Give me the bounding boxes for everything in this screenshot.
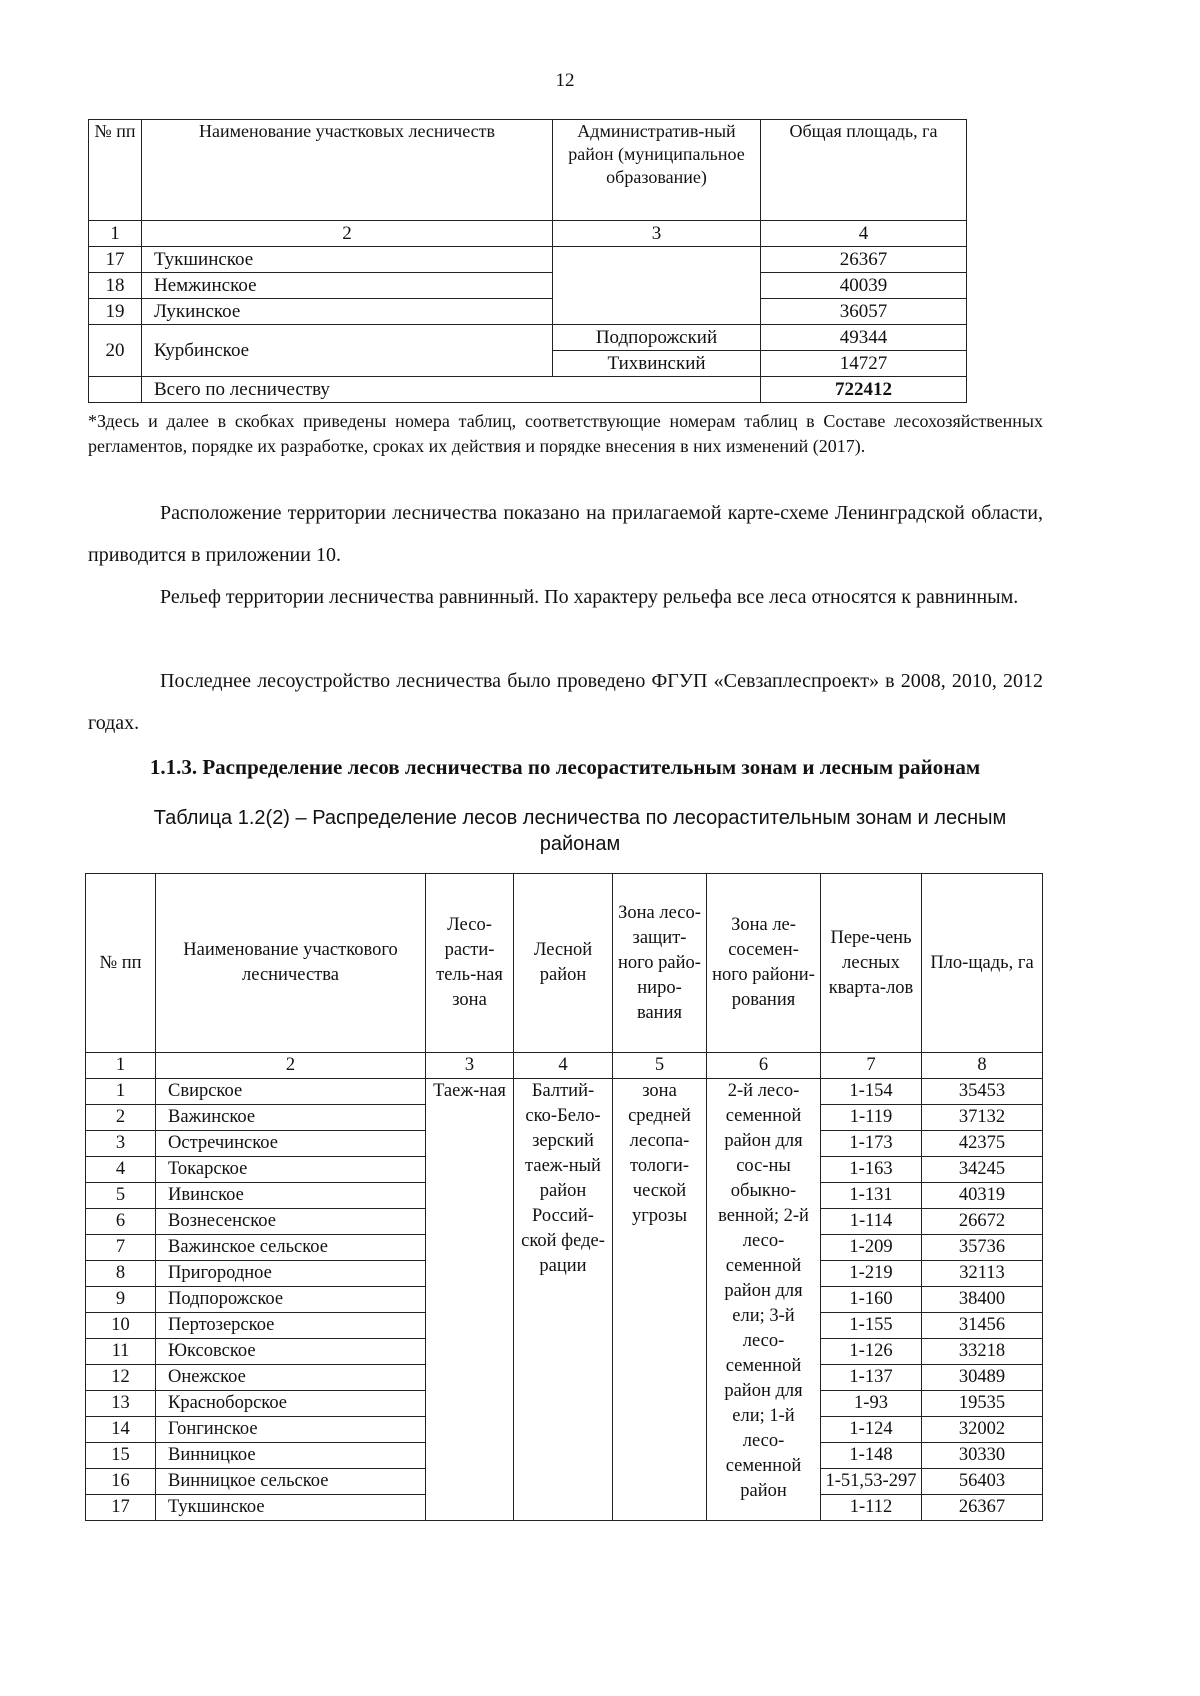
row-number: 5 [86, 1183, 156, 1209]
forest-quarters: 1-93 [821, 1391, 922, 1417]
forestry-name: Токарское [156, 1157, 426, 1183]
forest-quarters: 1-173 [821, 1131, 922, 1157]
column-number: 5 [613, 1053, 707, 1079]
row-number: 9 [86, 1287, 156, 1313]
header-cell: № пп [86, 874, 156, 1053]
area-value: 33218 [922, 1339, 1043, 1365]
administrative-district: Подпорожский [553, 325, 761, 351]
forest-quarters: 1-155 [821, 1313, 922, 1339]
header-cell: Зона лесо-защит-ного райо-ниро-вания [613, 874, 707, 1053]
total-label: Всего по лесничеству [142, 377, 761, 403]
forestry-name: Тукшинское [156, 1495, 426, 1521]
row-number: 11 [86, 1339, 156, 1365]
district-name: Тукшинское [142, 247, 553, 273]
column-number: 1 [86, 1053, 156, 1079]
row-number: 12 [86, 1365, 156, 1391]
paragraph [88, 660, 1043, 744]
area-value: 26367 [922, 1495, 1043, 1521]
table-row [89, 299, 967, 325]
row-number: 7 [86, 1235, 156, 1261]
area-value: 26672 [922, 1209, 1043, 1235]
page-number: 12 [555, 70, 575, 91]
table-header-row [89, 120, 967, 221]
header-cell: Лесо-расти-тель-ная зона [426, 874, 514, 1053]
row-number: 1 [86, 1079, 156, 1105]
table-row [86, 1079, 1043, 1105]
area-value: 30489 [922, 1365, 1043, 1391]
forestry-name: Остречинское [156, 1131, 426, 1157]
row-number: 16 [86, 1469, 156, 1495]
header-cell: Пере-чень лесных кварта-лов [821, 874, 922, 1053]
forestry-name: Свирское [156, 1079, 426, 1105]
table-header-row [86, 874, 1043, 1053]
area-value: 30330 [922, 1443, 1043, 1469]
row-number: 6 [86, 1209, 156, 1235]
forest-quarters: 1-126 [821, 1339, 922, 1365]
header-cell: Административ-ный район (муниципальное образование) [553, 120, 761, 221]
district-empty-cell [553, 247, 761, 325]
total-row [89, 377, 967, 403]
column-number: 2 [142, 221, 553, 247]
forest-quarters: 1-124 [821, 1417, 922, 1443]
forestry-name: Вознесенское [156, 1209, 426, 1235]
table-body [86, 1079, 1043, 1521]
area-value: 31456 [922, 1313, 1043, 1339]
forestry-name: Красноборское [156, 1391, 426, 1417]
forestry-name: Винницкое [156, 1443, 426, 1469]
area-value: 40039 [761, 273, 967, 299]
forest-protection-zone: зона средней лесопа-тологи-ческой угрозы [613, 1079, 707, 1521]
row-number: 20 [89, 325, 142, 377]
administrative-district: Тихвинский [553, 351, 761, 377]
header-cell: Наименование участковых лесничеств [142, 120, 553, 221]
district-name: Немжинское [142, 273, 553, 299]
forestry-name: Гонгинское [156, 1417, 426, 1443]
forestry-name: Пертозерское [156, 1313, 426, 1339]
forest-quarters: 1-163 [821, 1157, 922, 1183]
column-number: 3 [553, 221, 761, 247]
header-cell: Пло-щадь, га [922, 874, 1043, 1053]
forestry-name: Онежское [156, 1365, 426, 1391]
forest-quarters: 1-154 [821, 1079, 922, 1105]
paragraph-text: Расположение территории лесничества показано на прилагаемой карте-схеме Ленинградской области, приводится в приложении 10. [88, 502, 1043, 566]
row-number: 10 [86, 1313, 156, 1339]
area-value: 14727 [761, 351, 967, 377]
district-name: Курбинское [142, 325, 553, 377]
forestry-name: Подпорожское [156, 1287, 426, 1313]
table-forest-zones [85, 873, 1043, 1521]
column-number: 1 [89, 221, 142, 247]
header-cell: Лесной район [514, 874, 613, 1053]
forestry-name: Ивинское [156, 1183, 426, 1209]
area-value: 19535 [922, 1391, 1043, 1417]
forest-quarters: 1-209 [821, 1235, 922, 1261]
section-heading: 1.1.3. Распределение лесов лесничества по лесорастительным зонам и лесным районам [149, 755, 981, 779]
forest-seed-zone: 2-й лесо-семенной район для сос-ны обыкно-венной; 2-й лесо-семенной район для ели; 3-й лесо-семенной район для ели; 1-й лесо-семенной район [707, 1079, 821, 1521]
area-value: 42375 [922, 1131, 1043, 1157]
forest-quarters: 1-148 [821, 1443, 922, 1469]
column-number: 4 [761, 221, 967, 247]
forestry-name: Винницкое сельское [156, 1469, 426, 1495]
forest-quarters: 1-51,53-297 [821, 1469, 922, 1495]
header-cell: Наименование участкового лесничества [156, 874, 426, 1053]
column-number-row [89, 221, 967, 247]
table-district-areas [88, 119, 967, 403]
area-value: 49344 [761, 325, 967, 351]
footnote: *Здесь и далее в скобках приведены номера таблиц, соответствующие номерам таблиц в Составе лесохозяйственных регламентов, порядке их разработке, сроках их действия и порядке внесения в них изменений (2017). [88, 411, 1043, 456]
column-number: 6 [707, 1053, 821, 1079]
forestry-name: Важинское сельское [156, 1235, 426, 1261]
area-value: 26367 [761, 247, 967, 273]
forest-district: Балтий-ско-Бело-зерский таеж-ный район Россий-ской феде-рации [514, 1079, 613, 1521]
total-area: 722412 [761, 377, 967, 403]
forestry-name: Важинское [156, 1105, 426, 1131]
row-number: 19 [89, 299, 142, 325]
column-number-row [86, 1053, 1043, 1079]
area-value: 38400 [922, 1287, 1043, 1313]
area-value: 32002 [922, 1417, 1043, 1443]
forest-quarters: 1-219 [821, 1261, 922, 1287]
paragraph-text: Рельеф территории лесничества равнинный. По характеру рельефа все леса относятся к равнинным. [160, 586, 1019, 608]
header-cell: Зона ле-сосемен-ного райони-рования [707, 874, 821, 1053]
empty-cell [89, 377, 142, 403]
forestry-name: Пригородное [156, 1261, 426, 1287]
header-cell: № пп [89, 120, 142, 221]
header-cell: Общая площадь, га [761, 120, 967, 221]
row-number: 2 [86, 1105, 156, 1131]
forest-quarters: 1-119 [821, 1105, 922, 1131]
forest-quarters: 1-160 [821, 1287, 922, 1313]
table-caption: Таблица 1.2(2) – Распределение лесов лесничества по лесорастительным зонам и лесным районам [153, 807, 1007, 855]
row-number: 13 [86, 1391, 156, 1417]
area-value: 36057 [761, 299, 967, 325]
area-value: 32113 [922, 1261, 1043, 1287]
row-number: 8 [86, 1261, 156, 1287]
table-row [89, 273, 967, 299]
forestry-name: Юксовское [156, 1339, 426, 1365]
area-value: 34245 [922, 1157, 1043, 1183]
column-number: 4 [514, 1053, 613, 1079]
row-number: 17 [86, 1495, 156, 1521]
forest-vegetation-zone: Таеж-ная [426, 1079, 514, 1521]
district-name: Лукинское [142, 299, 553, 325]
paragraph-text: Последнее лесоустройство лесничества было проведено ФГУП «Севзаплеспроект» в 2008, 2010, 2012 годах. [88, 670, 1043, 734]
table-row [89, 247, 967, 273]
area-value: 35736 [922, 1235, 1043, 1261]
area-value: 56403 [922, 1469, 1043, 1495]
row-number: 15 [86, 1443, 156, 1469]
forest-quarters: 1-131 [821, 1183, 922, 1209]
row-number: 18 [89, 273, 142, 299]
area-value: 35453 [922, 1079, 1043, 1105]
column-number: 2 [156, 1053, 426, 1079]
column-number: 8 [922, 1053, 1043, 1079]
forest-quarters: 1-137 [821, 1365, 922, 1391]
row-number: 3 [86, 1131, 156, 1157]
column-number: 7 [821, 1053, 922, 1079]
row-number: 4 [86, 1157, 156, 1183]
forest-quarters: 1-112 [821, 1495, 922, 1521]
row-number: 14 [86, 1417, 156, 1443]
column-number: 3 [426, 1053, 514, 1079]
paragraph [88, 576, 1043, 618]
table-row [89, 325, 967, 351]
area-value: 37132 [922, 1105, 1043, 1131]
row-number: 17 [89, 247, 142, 273]
paragraph [88, 492, 1043, 576]
area-value: 40319 [922, 1183, 1043, 1209]
forest-quarters: 1-114 [821, 1209, 922, 1235]
